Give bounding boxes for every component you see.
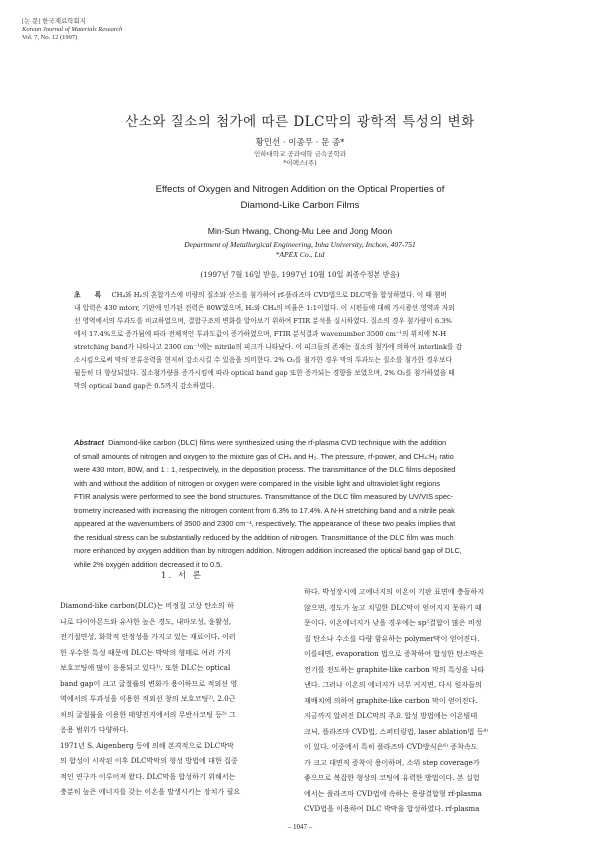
english-affiliation-1: Department of Metallurgical Engineering, Inha University, Inchon, 407-751 — [184, 240, 416, 249]
body-left-column — [60, 598, 304, 800]
english-affiliation-2: *APEX Co., Ltd — [275, 250, 325, 259]
body-line: 낸다. 그러나 이온의 에너지가 너무 커지면, 다시 원자들의 — [304, 680, 482, 689]
english-abstract-label: Abstract — [74, 438, 104, 447]
korean-abstract-line: 에서 17.4%으로 증가됨에 따라 전체적인 투과도값이 증가하였으며, FTIR 분석결과 wavenumber 3500 cm⁻¹의 위치에 N-H — [74, 330, 447, 338]
english-title-line-2: Diamond-Like Carbon Films — [240, 200, 360, 211]
body-line: 재배치에 의하여 graphite-like carbon 막이 얻어진다. — [304, 695, 478, 705]
journal-name-korean: [논 문] 한국재료학회지 — [22, 18, 87, 25]
english-abstract-line — [74, 436, 542, 450]
korean-abstract — [74, 289, 542, 393]
english-abstract-line: appeared at the wavenumbers of 3500 and 2300 cm⁻¹, respectively. The appearance of these two peaks implies that — [74, 519, 456, 528]
body-line: 전기를 전도하는 graphite-like carbon 막의 특성을 나타 — [304, 664, 485, 674]
received-date: (1997년 7월 16일 받음, 1997년 10월 10일 최종수정본 받음) — [200, 270, 400, 279]
korean-affiliation-1: 인하대학교 공과대학 금속공학과 — [253, 150, 347, 158]
body-line: 하다. 박성장시에 고에너지의 이온이 기판 표면에 충돌하지 — [304, 587, 485, 596]
english-abstract-text: Diamond-like carbon (DLC) films were synthesized using the rf-plasma CVD technique with the addition — [108, 438, 447, 447]
body-line: 처의 굴절률을 이용한 태양전지에서의 무반사코팅 등³⁾ 그 — [60, 709, 236, 719]
body-line: 1971년 S. Aigenberg 등에 의해 본격적으로 DLC박막 — [60, 740, 234, 750]
body-line: 충분히 높은 에너지를 갖는 이온을 발생시키는 장치가 필요 — [60, 787, 241, 796]
body-line: Diamond-like carbon(DLC)는 비정질 고상 탄소의 하 — [60, 601, 234, 610]
body-line: 크닉, 플라즈마 CVD법, 스퍼터링법, laser ablation법 등⁴⁾ — [304, 726, 489, 736]
english-abstract-line: while 2% oxygen addition decreased it to 0.5. — [74, 559, 223, 569]
journal-name-english: Korean Journal of Materials Research — [22, 26, 123, 33]
body-line: CVD법을 이용하여 DLC 박막을 합성하였다. rf-plasma — [304, 804, 480, 813]
english-abstract-line: were 430 mtorr, 80W, and 1 : 1, respectively, in the deposition process. The transmittance of the DLC films deposited — [74, 465, 456, 474]
journal-volume: Vol. 7, No. 12 (1997) — [22, 34, 78, 41]
body-line: 않으면, 경도가 높고 치밀한 DLC막이 얻어지지 못하기 때 — [304, 602, 482, 612]
korean-abstract-line: 내 압력은 430 mtorr, 기판에 인가된 전력은 80W였으며, H₂와 CH₄의 비율은 1:1이었다. 이 시편들에 대해 가시광선 영역과 자외 — [74, 304, 455, 312]
body-line: 역에서의 투과성을 이용한 적외선 창의 보호코팅²⁾, 2.0근 — [60, 694, 236, 703]
english-title — [0, 182, 600, 214]
body-line: 이 있다. 이중에서 특히 플라즈마 CVD방식은⁶⁾ 증착속도 — [304, 742, 478, 751]
body-line: 보호코팅에 많이 응용되고 있다¹⁾. 또한 DLC는 optical — [60, 663, 231, 672]
korean-abstract-line: 소시킴으로써 막의 잔류응력을 현저히 감소시킬 수 있음을 의미한다. 2% O₂를 첨가한 경우 막의 투과도는 질소를 첨가한 경우보다 — [74, 356, 452, 364]
korean-abstract-line: 선 영역에서의 투과도를 비교하였으며, 결합구조의 변화를 알아보기 위하여 FTIR 분석을 실시하였다. 질소의 경우 첨가량이 6.3% — [74, 317, 452, 325]
body-line: 한 우수한 특성 때문에 DLC는 박막의 형태로 여러 가지 — [60, 647, 231, 657]
body-right-column — [304, 584, 548, 817]
korean-affiliations — [0, 150, 600, 168]
body-line: 질 탄소나 수소를 다량 함유하는 polymer막이 얻어진다. — [304, 633, 480, 643]
english-title-line-1: Effects of Oxygen and Nitrogen Addition on the Optical Properties of — [155, 184, 445, 195]
body-line: 지금까지 알려진 DLC막의 주요 합성 방법에는 이온빔테 — [304, 711, 478, 720]
body-line: 나로 다이아몬드와 유사한 높은 경도, 내마모성, 윤활성, — [60, 616, 232, 626]
english-abstract — [74, 436, 542, 571]
korean-title: 산소와 질소의 첨가에 따른 DLC막의 광학적 특성의 변화 — [125, 114, 475, 130]
body-line: 의 합성이 시작된 이후 DLC박막의 형성 방법에 대한 집중 — [60, 756, 238, 765]
english-abstract-line: with and without the addition of nitrogen or oxygen were compared in the visible light and ultraviolet light regions — [74, 478, 441, 488]
body-line: 적인 연구가 이루어져 왔다. DLC막을 합성하기 위해서는 — [60, 771, 236, 781]
body-line: 전기절연성, 화학적 안정성을 가지고 있는 재료이다. 이러 — [60, 632, 236, 641]
body-line: 이를테면, evaporation 법으로 증착하여 합성한 탄소막은 — [304, 649, 484, 658]
korean-abstract-label: 초 록 — [74, 291, 108, 299]
english-abstract-line: more enhanced by oxygen addition than by nitrogen addition. Nitrogen addition increased the optical band gap of DLC, — [74, 546, 462, 555]
korean-abstract-line: 막의 optical band gap은 0.5까지 감소하였다. — [74, 382, 215, 390]
korean-abstract-line — [74, 289, 542, 302]
english-abstract-line: FTIR analysis were performed to see the bond structures. Transmittance of the DLC film measured by UV/VIS spec- — [74, 492, 454, 501]
body-line: band gap이 크고 굴절률의 변화가 용이하므로 적외선 영 — [60, 678, 238, 688]
english-abstract-line: of small amounts of nitrogen and oxygen to the mixture gas of CH₄ and H₂. The pressure, rf-power, and CH₄:H₂ ratio — [74, 451, 454, 461]
english-abstract-line: the residual stress can be substantially reduced by the addition of nitrogen. Transmittance of the DLC film was much — [74, 532, 454, 542]
korean-abstract-text: CH₄와 H₂의 혼합가스에 미량의 질소와 산소를 첨가하여 rf-플라즈마 CVD법으로 DLC막을 합성하였다. 이 때 챔버 — [111, 291, 447, 299]
korean-affiliation-2: *아펙스(주) — [283, 159, 317, 167]
english-abstract-line: trometry increased with increasing the nitrogen content from 6.3% to 17.4%. A N-H stretching band and a nitrile peak — [74, 505, 455, 515]
page-number: – 1047 – — [287, 823, 313, 831]
english-authors: Min-Sun Hwang, Chong-Mu Lee and Jong Moon — [207, 226, 393, 236]
journal-header — [22, 18, 122, 42]
korean-abstract-line: stretching band가 나타나고 2300 cm⁻¹에는 nitrile의 피크가 나타났다. 이 피크들의 존재는 질소의 첨가에 의하여 interlink를 감 — [74, 343, 463, 351]
section-heading-introduction: 1. 서 론 — [161, 571, 203, 581]
body-line: 좋으므로 복잡한 형상의 코팅에 유력한 방법이다. 본 실험 — [304, 773, 480, 782]
korean-authors: 황민선 · 이종무 · 문 종* — [255, 138, 345, 148]
body-line: 에서는 플라즈마 CVD법에 속하는 용량결합형 rf-plasma — [304, 788, 482, 798]
korean-abstract-line: 월등히 더 향상되었다. 질소첨가량을 증가시킴에 따라 optical band gap 또한 증가되는 경향을 보였으며, 2% O₂를 첨가하였을 때 — [74, 369, 455, 377]
body-line: 문이다. 이온에너지가 낮을 경우에는 sp²결합이 많은 비정 — [304, 618, 482, 627]
english-affiliations — [0, 240, 600, 260]
body-line: 가 크고 대면적 증착이 용이하며, 소위 step coverage가 — [304, 757, 480, 767]
body-line: 응용 범위가 다양하다. — [60, 725, 129, 734]
